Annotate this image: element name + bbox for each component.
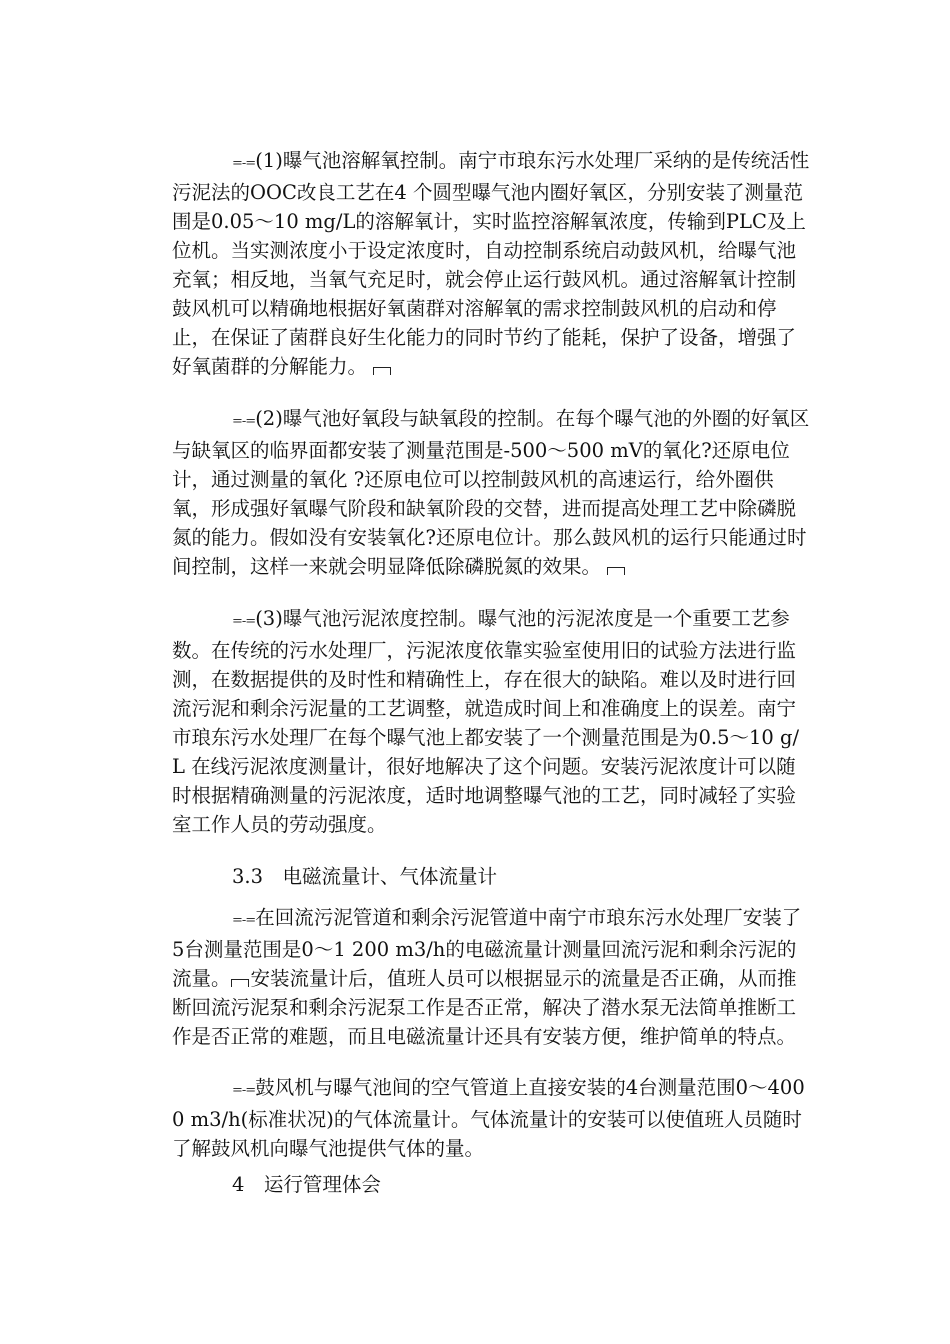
paragraph-marker: =-= <box>232 1083 256 1098</box>
paragraph-marker: =-= <box>232 414 256 429</box>
bracket-icon <box>607 567 625 575</box>
paragraph-aerobic-anoxic <box>172 404 812 581</box>
paragraph-marker: =-= <box>232 614 256 629</box>
section-heading-3-3: 3.3 电磁流量计、气体流量计 <box>232 865 498 888</box>
paragraph-text: (3)曝气池污泥浓度控制。曝气池的污泥浓度是一个重要工艺参数。在传统的污水处理厂，污泥浓度依靠实验室使用旧的试验方法进行监测，在数据提供的及时性和精确性上，存在很大的缺陷。难以及时进行回流污泥和剩余污泥量的工艺调整，就造成时间上和准确度上的误差。南宁市琅东污水处理厂在每个曝气池上都安装了一个测量范围是为0.5～10 g/L 在线污泥浓度测量计，很好地解决了这个问题。安装污泥浓度计可以随时根据精确测量的污泥浓度，适时地调整曝气池的工艺，同时减轻了实验室工作人员的劳动强度。 <box>172 607 800 836</box>
paragraph-text: (1)曝气池溶解氧控制。南宁市琅东污水处理厂采纳的是传统活性污泥法的OOC改良工艺在4 个圆型曝气池内圈好氧区，分别安装了测量范围是0.05～10 mg/L的溶解氧计，实时监控溶解氧浓度，传输到PLC及上位机。当实测浓度小于设定浓度时，自动控制系统启动鼓风机，给曝气池充氧；相反地，当氧气充足时，就会停止运行鼓风机。通过溶解氧计控制鼓风机可以精确地根据好氧菌群对溶解氧的需求控制鼓风机的启动和停止，在保证了菌群良好生化能力的同时节约了能耗，保护了设备，增强了好氧菌群的分解能力。 <box>172 149 810 378</box>
paragraph-sludge-concentration <box>172 604 812 839</box>
bracket-icon <box>231 979 249 987</box>
paragraph-dissolved-oxygen <box>172 146 812 381</box>
paragraph-text: 鼓风机与曝气池间的空气管道上直接安装的4台测量范围0～4000 m3/h(标准状况)的气体流量计。气体流量计的安装可以使值班人员随时了解鼓风机向曝气池提供气体的量。 <box>172 1076 805 1160</box>
paragraph-electromagnetic-flowmeter <box>172 903 812 1051</box>
section-heading-4: 4 运行管理体会 <box>232 1173 381 1196</box>
bracket-icon <box>373 367 391 375</box>
paragraph-marker: =-= <box>232 156 256 171</box>
paragraph-text-a: 在回流污泥管道和剩余污泥管道中南宁市琅东污水处理厂安装了5台测量范围是0～1 200 m3/h的电磁流量计测量回流污泥和剩余污泥的流量。 <box>172 906 802 990</box>
paragraph-text-b: 安装流量计后，值班人员可以根据显示的流量是否正确，从而推断回流污泥泵和剩余污泥泵工作是否正常，解决了潜水泵无法简单推断工作是否正常的难题，而且电磁流量计还具有安装方便，维护简单的特点。 <box>172 967 797 1048</box>
paragraph-marker: =-= <box>232 913 256 928</box>
paragraph-text: (2)曝气池好氧段与缺氧段的控制。在每个曝气池的外圈的好氧区与缺氧区的临界面都安装了测量范围是-500～500 mV的氧化?还原电位计，通过测量的氧化 ?还原电位可以控制鼓风机的高速运行，给外圈供氧，形成强好氧曝气阶段和缺氧阶段的交替，进而提高处理工艺中除磷脱氮的能力。假如没有安装氧化?还原电位计。那么鼓风机的运行只能通过时间控制，这样一来就会明显降低除磷脱氮的效果。 <box>172 407 810 578</box>
paragraph-gas-flowmeter <box>172 1073 812 1163</box>
